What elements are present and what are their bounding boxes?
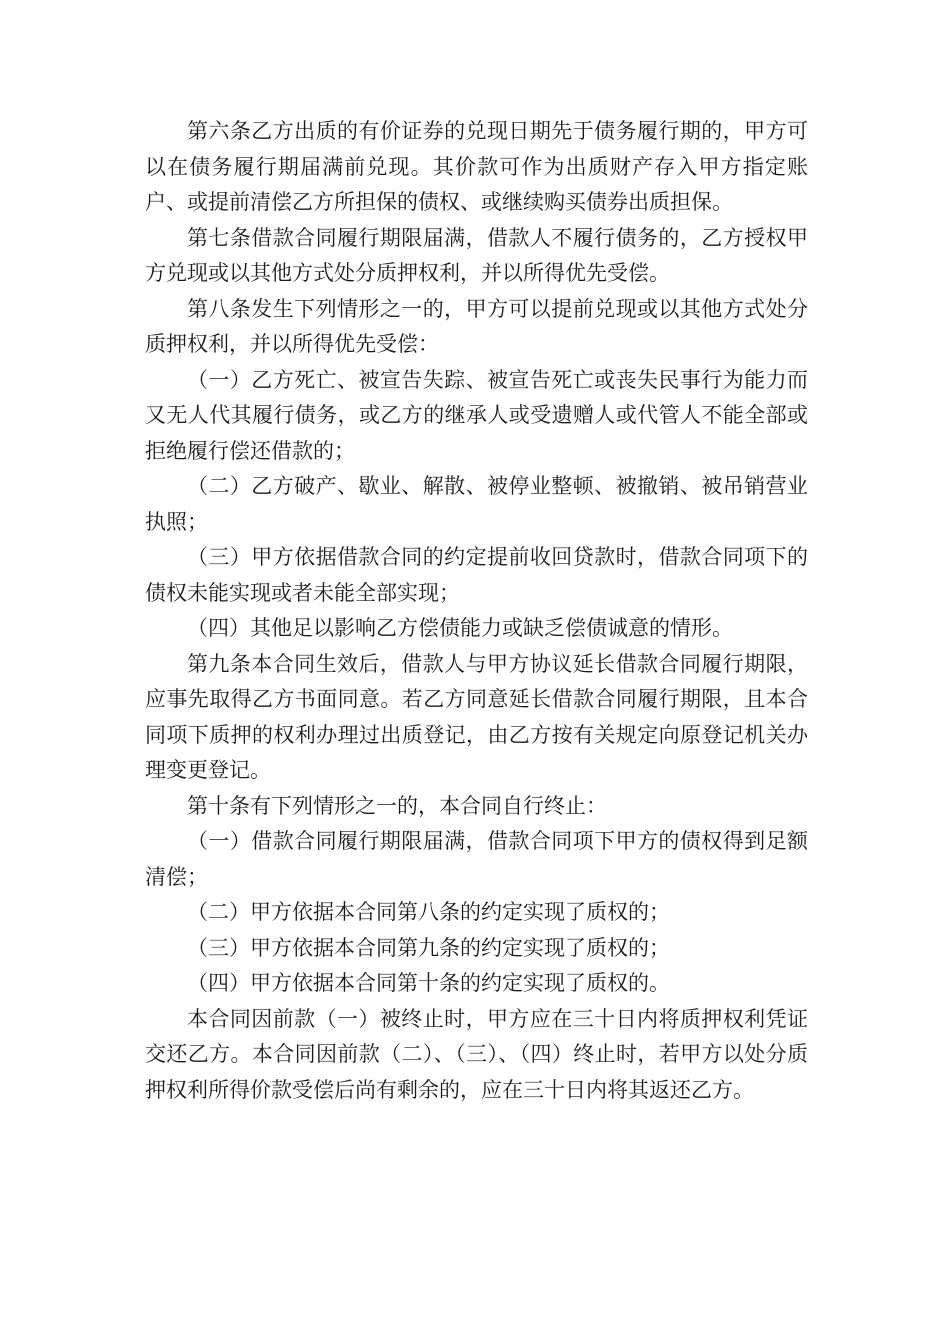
- article-8-item-2: （二）乙方破产、歇业、解散、被停业整顿、被撤销、被吊销营业执照；: [145, 474, 808, 534]
- document-page: [145, 114, 808, 1108]
- article-7-paragraph: 第七条借款合同履行期限届满，借款人不履行债务的，乙方授权甲方兑现或以其他方式处分质押权利，并以所得优先受偿。: [145, 225, 808, 285]
- article-8-item-4: （四）其他足以影响乙方偿债能力或缺乏偿债诚意的情形。: [187, 616, 733, 640]
- article-6-paragraph: 第六条乙方出质的有价证券的兑现日期先于债务履行期的，甲方可以在债务履行期届满前兑现。其价款可作为出质财产存入甲方指定账户、或提前清偿乙方所担保的债权、或继续购买债券出质担保。: [145, 119, 808, 214]
- article-10-item-1: （一）借款合同履行期限届满，借款合同项下甲方的债权得到足额清偿；: [145, 829, 808, 889]
- article-9-paragraph: 第九条本合同生效后，借款人与甲方协议延长借款合同履行期限，应事先取得乙方书面同意。若乙方同意延长借款合同履行期限，且本合同项下质押的权利办理过出质登记，由乙方按有关规定向原登记机关办理变更登记。: [145, 651, 808, 782]
- article-10-item-4: （四）甲方依据本合同第十条的约定实现了质权的。: [187, 971, 670, 995]
- article-8-item-1: （一）乙方死亡、被宣告失踪、被宣告死亡或丧失民事行为能力而又无人代其履行债务，或乙方的继承人或受遗赠人或代管人不能全部或拒绝履行偿还借款的；: [145, 367, 808, 463]
- termination-return-paragraph: 本合同因前款（一）被终止时，甲方应在三十日内将质押权利凭证交还乙方。本合同因前款（二）、（三）、（四）终止时，若甲方以处分质押权利所得价款受偿后尚有剩余的，应在三十日内将其返还乙方。: [145, 1006, 808, 1102]
- article-8-item-3: （三）甲方依据借款合同的约定提前收回贷款时，借款合同项下的债权未能实现或者未能全部实现；: [145, 545, 808, 605]
- article-10-item-3: （三）甲方依据本合同第九条的约定实现了质权的；: [187, 935, 670, 960]
- article-10-paragraph: 第十条有下列情形之一的，本合同自行终止：: [187, 793, 607, 818]
- article-10-item-2: （二）甲方依据本合同第八条的约定实现了质权的；: [187, 900, 670, 924]
- article-8-paragraph: 第八条发生下列情形之一的，甲方可以提前兑现或以其他方式处分质押权利，并以所得优先受偿：: [145, 296, 808, 356]
